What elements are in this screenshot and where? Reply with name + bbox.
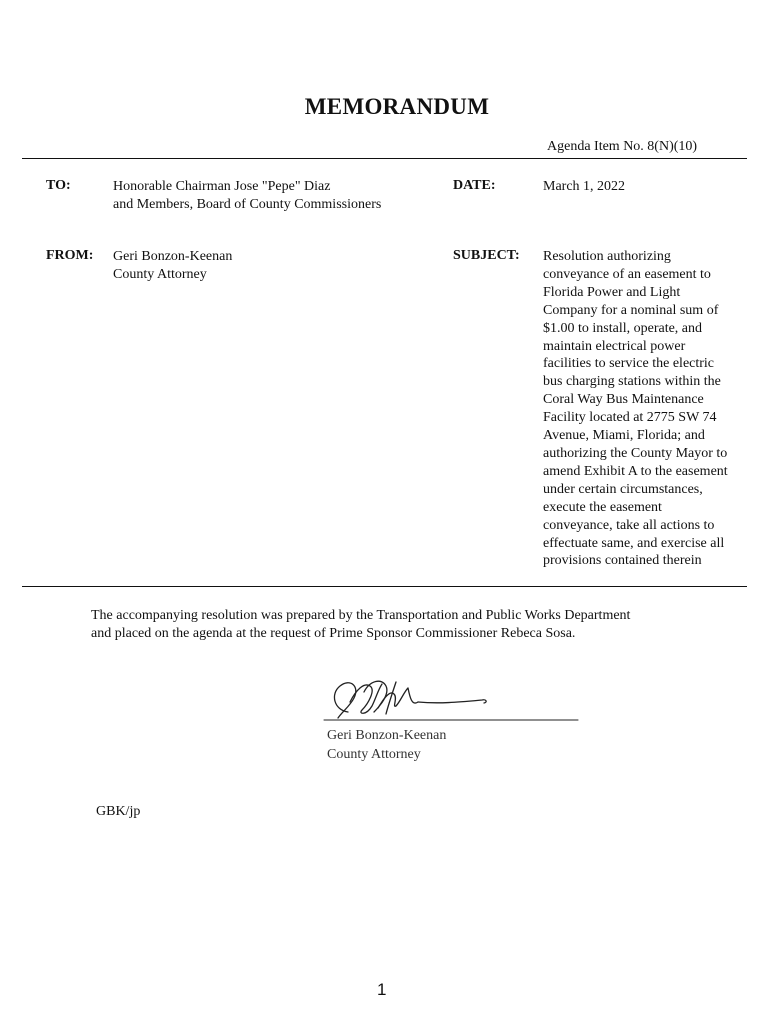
- from-line-1: Geri Bonzon-Keenan: [113, 249, 233, 264]
- signatory-title: County Attorney: [327, 747, 421, 762]
- body-line-2: and placed on the agenda at the request of Prime Sponsor Commissioner Rebeca Sosa.: [91, 626, 576, 641]
- subject-label: SUBJECT:: [453, 248, 520, 263]
- subject-line: execute the easement: [543, 499, 662, 515]
- subject-line: Facility located at 2775 SW 74: [543, 410, 717, 426]
- subject-line: Company for a nominal sum of: [543, 302, 719, 318]
- memo-title: MEMORANDUM: [304, 94, 490, 119]
- subject-line: authorizing the County Mayor to: [543, 445, 728, 461]
- from-label: FROM:: [46, 248, 94, 263]
- subject-line: Avenue, Miami, Florida; and: [543, 428, 705, 444]
- handwritten-signature: [320, 672, 582, 728]
- subject-line: provisions contained therein: [543, 553, 702, 569]
- subject-text: [543, 248, 748, 570]
- subject-line: maintain electrical power: [543, 338, 686, 354]
- from-line-2: County Attorney: [113, 267, 207, 282]
- from-sender: [113, 248, 232, 284]
- subject-line: Coral Way Bus Maintenance: [543, 392, 704, 408]
- to-line-1: Honorable Chairman Jose "Pepe" Diaz: [113, 179, 331, 194]
- header-bottom-rule: [22, 586, 747, 587]
- subject-line: under certain circumstances,: [543, 481, 703, 497]
- subject-line: Resolution authorizing: [543, 249, 671, 264]
- header-top-rule: [22, 158, 747, 159]
- signatory-block: [327, 726, 446, 764]
- subject-line: $1.00 to install, operate, and: [543, 320, 703, 336]
- subject-line: effectuate same, and exercise all: [543, 535, 725, 551]
- body-line-1: The accompanying resolution was prepared by the Transportation and Public Works Department: [91, 608, 631, 623]
- agenda-item-number: Agenda Item No. 8(N)(10): [547, 139, 698, 154]
- to-recipient: [113, 178, 381, 214]
- date-value: March 1, 2022: [543, 179, 626, 194]
- subject-line: conveyance, take all actions to: [543, 517, 715, 533]
- subject-line: conveyance of an easement to: [543, 266, 711, 282]
- subject-line: Florida Power and Light: [543, 284, 681, 300]
- typist-initials: GBK/jp: [96, 804, 141, 819]
- page-number: 1: [377, 980, 387, 999]
- subject-line: bus charging stations within the: [543, 374, 721, 390]
- memo-body: [91, 607, 711, 643]
- subject-line: amend Exhibit A to the easement: [543, 463, 728, 479]
- to-line-2: and Members, Board of County Commissioners: [113, 197, 382, 212]
- to-label: TO:: [46, 178, 71, 193]
- signatory-name: Geri Bonzon-Keenan: [327, 728, 447, 743]
- date-label: DATE:: [453, 178, 496, 193]
- subject-line: facilities to service the electric: [543, 356, 715, 372]
